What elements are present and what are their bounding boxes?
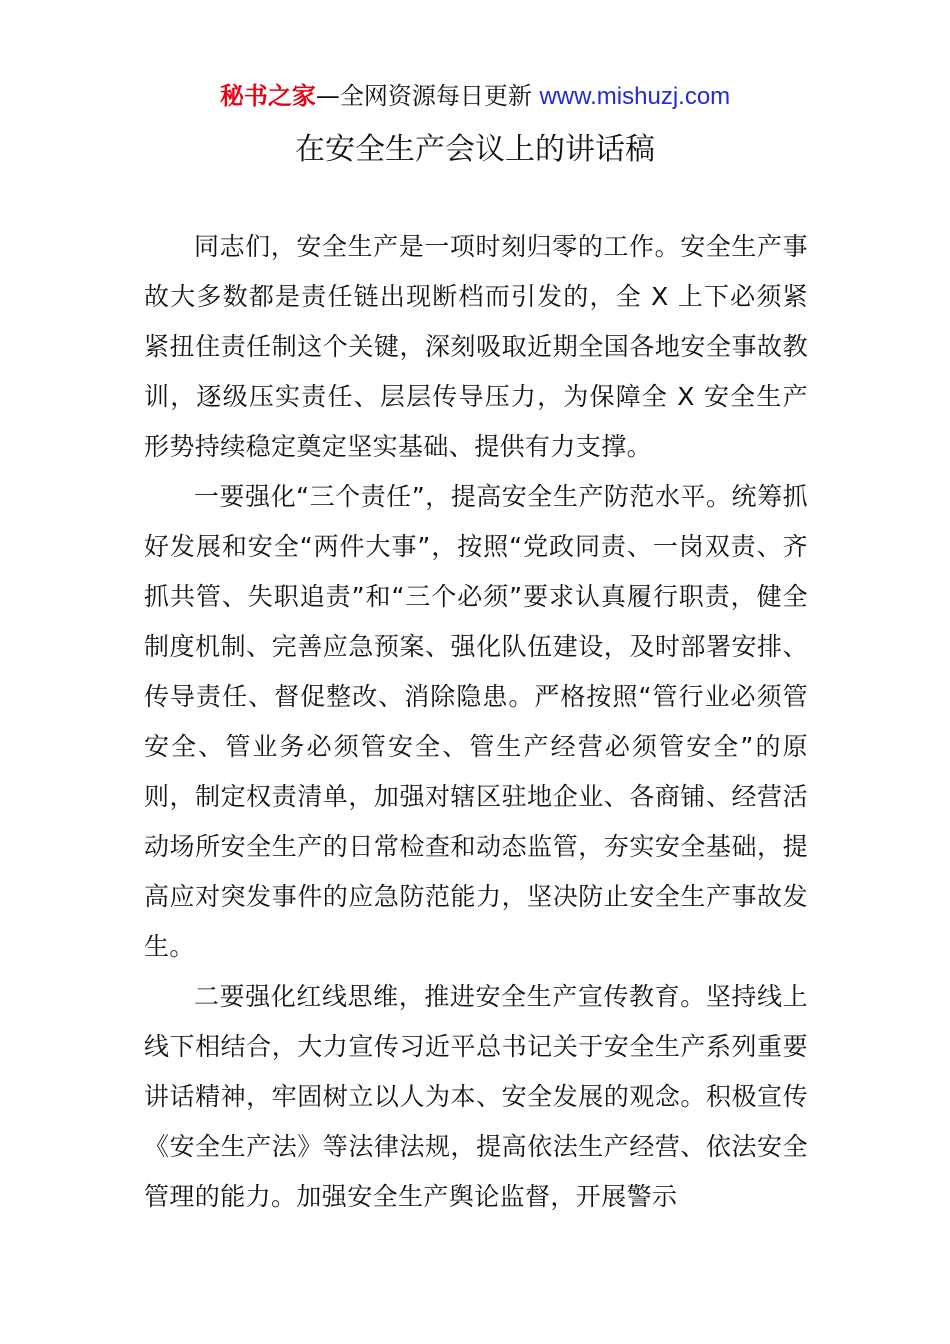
site-header [0, 80, 950, 113]
paragraph-point-two: 二要强化红线思维，推进安全生产宣传教育。坚持线上线下相结合，大力宣传习近平总书记关于安全生产系列重要讲话精神，牢固树立以人为本、安全发展的观念。积极宣传《安全生产法》等法律法规，提高依法生产经营、依法安全管理的能力。加强安全生产舆论监督，开展警示 [144, 982, 808, 1211]
site-url[interactable]: www.mishuzj.com [539, 83, 731, 110]
paragraph-point-one: 一要强化“三个责任”，提高安全生产防范水平。统筹抓好发展和安全“两件大事”，按照“党政同责、一岗双责、齐抓共管、失职追责”和“三个必须”要求认真履行职责，健全制度机制、完善应急预案、强化队伍建设，及时部署安排、传导责任、督促整改、消除隐患。严格按照“管行业必须管安全、管业务必须管安全、管生产经营必须管安全”的原则，制定权责清单，加强对辖区驻地企业、各商铺、经营活动场所安全生产的日常检查和动态监管，夯实安全基础，提高应对突发事件的应急防范能力，坚决防止安全生产事故发生。 [144, 482, 808, 961]
header-slogan: —全网资源每日更新 [315, 82, 532, 110]
paragraph-intro: 同志们，安全生产是一项时刻归零的工作。安全生产事故大多数都是责任链出现断档而引发的，全 X 上下必须紧紧扭住责任制这个关键，深刻吸取近期全国各地安全事故教训，逐级压实责任、层层传导压力，为保障全 X 安全生产形势持续稳定奠定坚实基础、提供有力支撑。 [144, 232, 808, 461]
document-body [144, 222, 808, 1222]
brand-name: 秘书之家 [219, 82, 316, 110]
document-title: 在安全生产会议上的讲话稿 [295, 132, 655, 167]
